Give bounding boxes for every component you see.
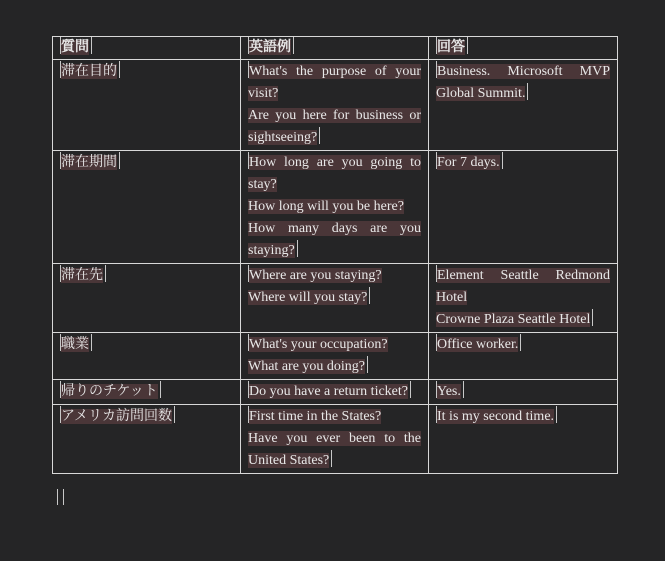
answer-text: It is my second time. <box>437 409 555 424</box>
table-row <box>53 264 618 333</box>
question-text: 職業 <box>61 337 89 352</box>
question-cell[interactable] <box>53 380 241 405</box>
table-row <box>53 60 618 151</box>
example-cell[interactable] <box>241 333 429 380</box>
answer-cell[interactable] <box>429 151 618 264</box>
question-cell[interactable] <box>53 151 241 264</box>
question-cell[interactable] <box>53 60 241 151</box>
example-text: What are you doing? <box>248 359 366 374</box>
example-cell[interactable] <box>241 60 429 151</box>
answer-text: Office worker. <box>437 337 519 352</box>
question-text: 滞在先 <box>61 268 103 283</box>
document-body <box>52 36 617 474</box>
question-cell[interactable] <box>53 405 241 474</box>
example-text: Where are you staying? <box>249 268 382 283</box>
example-text: How long are you going to stay? <box>248 155 421 192</box>
example-text: How long will you be here? <box>248 199 404 214</box>
question-text: 帰りのチケット <box>61 384 158 399</box>
answer-cell[interactable] <box>429 333 618 380</box>
example-text: What's the purpose of your visit? <box>248 64 421 101</box>
example-text: How many days are you staying? <box>248 221 421 258</box>
header-example[interactable]: 英語例 <box>241 37 429 60</box>
question-text: 滞在期間 <box>61 155 117 170</box>
example-text: Where will you stay? <box>248 290 368 305</box>
answer-text: Element Seattle Redmond Hotel <box>436 268 610 305</box>
table-row <box>53 151 618 264</box>
example-text: Do you have a return ticket? <box>249 384 408 399</box>
answer-text: For 7 days. <box>437 155 500 170</box>
example-text: What's your occupation? <box>249 337 388 352</box>
header-question[interactable]: 質問 <box>53 37 241 60</box>
question-cell[interactable] <box>53 333 241 380</box>
header-answer[interactable]: 回答 <box>429 37 618 60</box>
end-of-document-mark <box>57 489 64 505</box>
answer-cell[interactable] <box>429 405 618 474</box>
question-text: 滞在目的 <box>61 64 117 79</box>
example-cell[interactable] <box>241 264 429 333</box>
answer-cell[interactable] <box>429 264 618 333</box>
example-text: Have you ever been to the United States? <box>248 431 421 468</box>
example-cell[interactable] <box>241 151 429 264</box>
immigration-qa-table <box>52 36 618 474</box>
question-cell[interactable] <box>53 264 241 333</box>
example-cell[interactable] <box>241 380 429 405</box>
answer-cell[interactable] <box>429 380 618 405</box>
answer-cell[interactable] <box>429 60 618 151</box>
question-text: アメリカ訪問回数 <box>61 409 173 424</box>
table-row <box>53 380 618 405</box>
table-row <box>53 405 618 474</box>
table-header-row <box>53 37 618 60</box>
answer-text: Yes. <box>437 384 461 399</box>
example-text: First time in the States? <box>249 409 382 424</box>
answer-text: Crowne Plaza Seattle Hotel <box>436 312 591 327</box>
table-row <box>53 333 618 380</box>
example-cell[interactable] <box>241 405 429 474</box>
answer-text: Business. Microsoft MVP Global Summit. <box>436 64 610 101</box>
example-text: Are you here for business or sightseeing? <box>248 108 421 145</box>
